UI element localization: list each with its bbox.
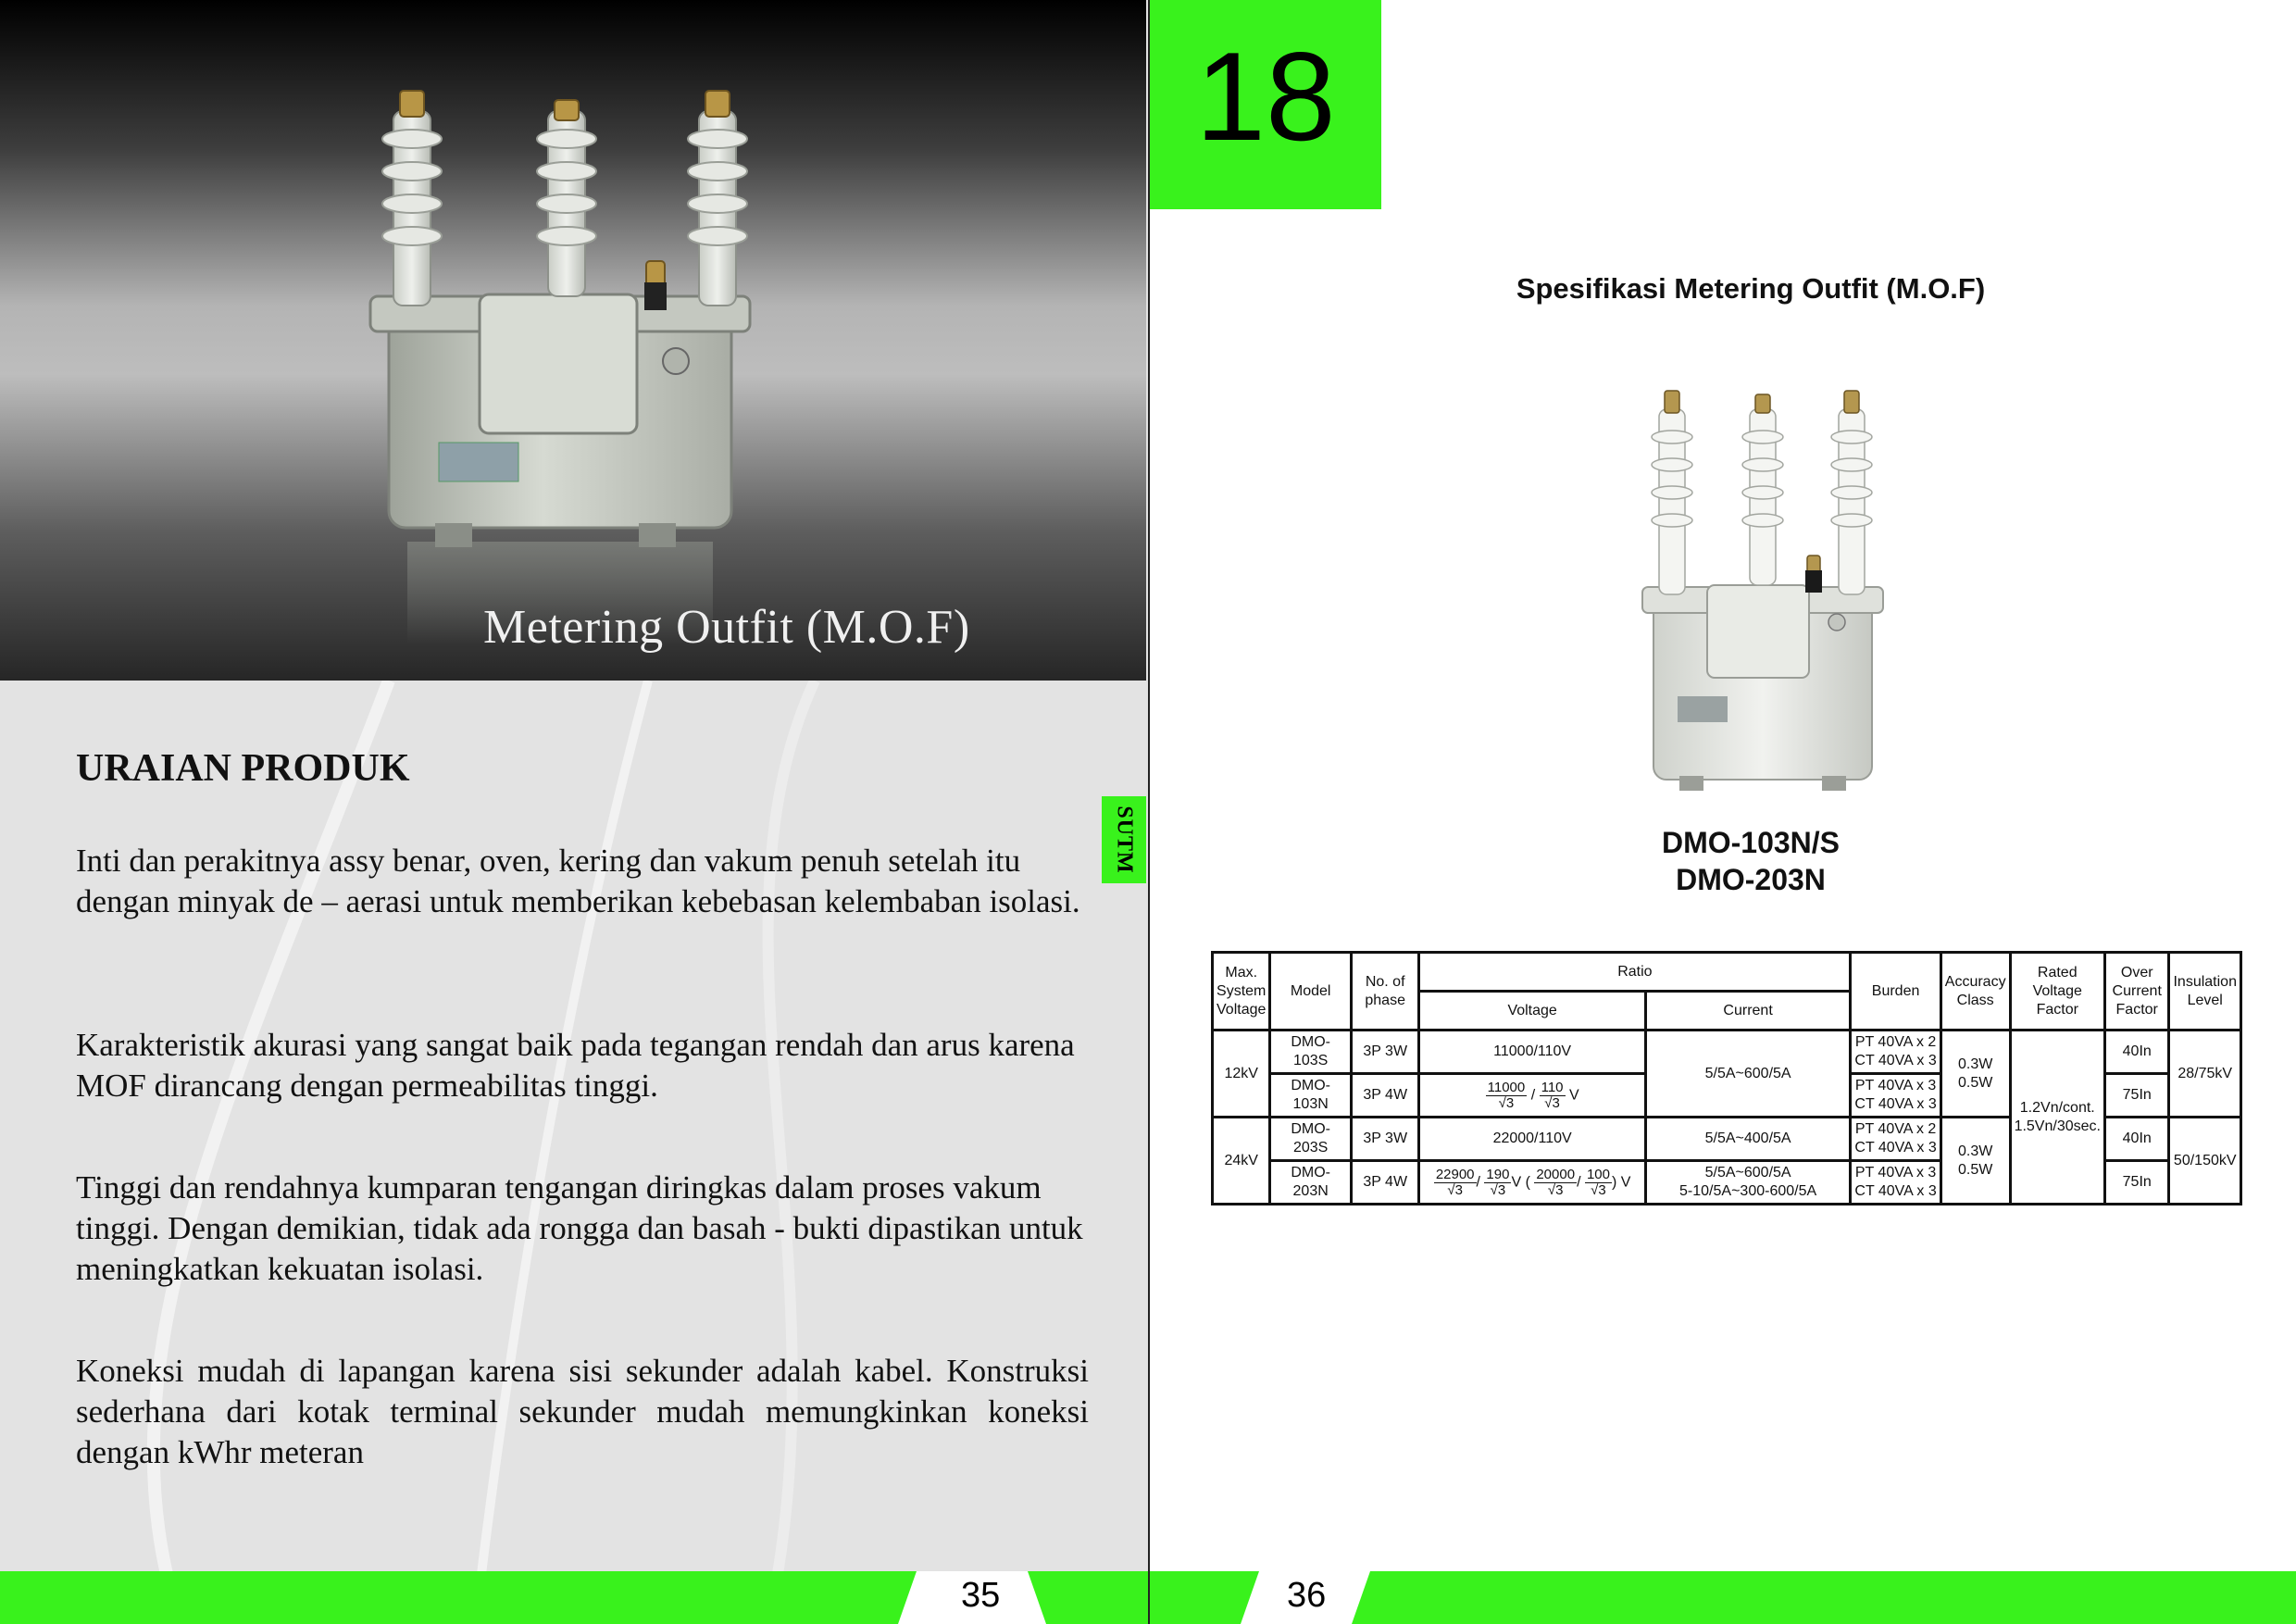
- cell-insulation: 50/150kV: [2169, 1118, 2241, 1205]
- header-over-current-factor: Over Current Factor: [2104, 953, 2168, 1031]
- fraction-denominator: √3: [1490, 1181, 1506, 1198]
- fraction: [1534, 1168, 1577, 1198]
- cell-model: DMO-103N: [1270, 1074, 1352, 1118]
- description-paragraph-1: Inti dan perakitnya assy benar, oven, kering dan vakum penuh setelah itu dengan minyak de – aerasi untuk memberikan kebebasan kelembaban isolasi.: [76, 843, 1080, 919]
- header-current: Current: [1645, 992, 1851, 1031]
- cell-model: DMO-203S: [1270, 1118, 1352, 1161]
- accuracy-line: 0.5W: [1957, 1161, 1993, 1178]
- cell-max-voltage: 24kV: [1213, 1118, 1270, 1205]
- burden-line: PT 40VA x 2: [1854, 1121, 1937, 1137]
- fraction-numerator: 190: [1486, 1166, 1510, 1182]
- fraction-numerator: 11000: [1487, 1079, 1526, 1095]
- header-phase: No. of phase: [1351, 953, 1419, 1031]
- cell-voltage-fraction: [1419, 1074, 1645, 1118]
- header-model: Model: [1270, 953, 1352, 1031]
- specification-table: [1211, 951, 2242, 1206]
- page-number-right: 36: [1287, 1576, 1327, 1615]
- page-number-left: 35: [961, 1576, 1001, 1615]
- header-accuracy: Accuracy Class: [1940, 953, 2010, 1031]
- rvf-line: 1.2Vn/cont.: [2019, 1099, 2095, 1116]
- fraction-denominator: √3: [1447, 1181, 1463, 1198]
- cell-over-current-factor: 40In: [2104, 1031, 2168, 1074]
- fraction-numerator: 110: [1541, 1079, 1564, 1095]
- side-tab-label: SUTM: [1112, 806, 1137, 874]
- burden-line: PT 40VA x 2: [1854, 1034, 1937, 1050]
- chapter-number: 18: [1195, 25, 1336, 167]
- fraction: [1585, 1168, 1612, 1198]
- footer-bar: [0, 1571, 2296, 1624]
- table-row: [1213, 1031, 2241, 1074]
- description-paragraph-2: Karakteristik akurasi yang sangat baik pada tegangan rendah dan arus karena MOF dirancang dengan permeabilitas tinggi.: [76, 1027, 1075, 1104]
- fraction-denominator: √3: [1498, 1094, 1515, 1111]
- burden-line: PT 40VA x 3: [1854, 1078, 1937, 1093]
- fraction: [1540, 1081, 1566, 1111]
- header-rated-voltage-factor: Rated Voltage Factor: [2010, 953, 2104, 1031]
- chapter-number-box: [1150, 0, 1381, 209]
- cell-voltage: 11000/110V: [1419, 1031, 1645, 1074]
- cell-current: 5/5A~400/5A: [1645, 1118, 1851, 1161]
- cell-model: DMO-103S: [1270, 1031, 1352, 1074]
- page-divider: [1148, 0, 1150, 1624]
- fraction-denominator: √3: [1544, 1094, 1560, 1111]
- description-paragraph-3: Tinggi dan rendahnya kumparan tengangan diringkas dalam proses vakum tinggi. Dengan demikian, tidak ada rongga dan basah - bukti dipastikan untuk meningkatkan kekuatan isolasi.: [76, 1169, 1083, 1287]
- burden-line: CT 40VA x 3: [1854, 1140, 1937, 1156]
- voltage-unit: V: [1620, 1174, 1631, 1191]
- header-max-voltage: Max. System Voltage: [1213, 953, 1270, 1031]
- cell-rated-voltage-factor: [2010, 1031, 2104, 1205]
- accuracy-line: 0.3W: [1957, 1143, 1993, 1159]
- fraction-numerator: 100: [1586, 1166, 1610, 1182]
- cell-burden: [1851, 1118, 1940, 1161]
- cell-voltage-fraction: $\frac{22900}{√3}$ / $\frac{190}{√3}$ V ( $\frac{20000}{√3}$ / $\frac{100}{√3}$ ) V: [1419, 1161, 1645, 1205]
- description-paragraph-4: Koneksi mudah di lapangan karena sisi sekunder adalah kabel. Konstruksi sederhana dari kotak terminal sekunder mudah memungkinkan koneksi dengan kWhr meteran: [76, 1353, 1089, 1470]
- accuracy-line: 0.3W: [1957, 1056, 1993, 1072]
- header-insulation: Insulation Level: [2169, 953, 2241, 1031]
- fraction-separator: /: [1530, 1087, 1536, 1104]
- cell-phase: 3P 3W: [1351, 1118, 1419, 1161]
- accuracy-line: 0.5W: [1957, 1074, 1993, 1091]
- rvf-line: 1.5Vn/30sec.: [2014, 1118, 2101, 1134]
- burden-line: PT 40VA x 3: [1854, 1165, 1937, 1181]
- fraction: [1484, 1168, 1511, 1198]
- mof-transformer-illustration: [0, 0, 1146, 681]
- cell-accuracy: [1940, 1031, 2010, 1118]
- cell-current: 5/5A~600/5A: [1645, 1031, 1851, 1118]
- section-side-tab: [1102, 796, 1146, 883]
- header-ratio: Ratio: [1419, 953, 1851, 992]
- hero-caption: Metering Outfit (M.O.F): [483, 601, 970, 654]
- fraction: [1486, 1081, 1528, 1111]
- header-voltage: Voltage: [1419, 992, 1645, 1031]
- fraction-numerator: 22900: [1435, 1166, 1475, 1182]
- cell-phase: 3P 4W: [1351, 1074, 1419, 1118]
- model-name-1: DMO-103N/S: [1661, 826, 1841, 859]
- burden-line: CT 40VA x 3: [1854, 1183, 1937, 1199]
- cell-over-current-factor: 75In: [2104, 1161, 2168, 1205]
- cell-burden: [1851, 1161, 1940, 1205]
- cell-over-current-factor: 40In: [2104, 1118, 2168, 1161]
- specification-sheet: [1198, 243, 2248, 1354]
- cell-max-voltage: 12kV: [1213, 1031, 1270, 1118]
- current-line: 5-10/5A~300-600/5A: [1679, 1183, 1817, 1199]
- cell-model: DMO-203N: [1270, 1161, 1352, 1205]
- fraction-denominator: √3: [1591, 1181, 1606, 1198]
- cell-burden: [1851, 1074, 1940, 1118]
- hero-image: [0, 0, 1146, 681]
- spec-title: Spesifikasi Metering Outfit (M.O.F): [1516, 272, 1986, 305]
- cell-insulation: 28/75kV: [2169, 1031, 2241, 1118]
- fraction-denominator: √3: [1547, 1181, 1564, 1198]
- current-line: 5/5A~600/5A: [1704, 1165, 1791, 1181]
- fraction-numerator: 20000: [1536, 1166, 1576, 1182]
- model-name-2: DMO-203N: [1676, 863, 1826, 896]
- cell-voltage: 22000/110V: [1419, 1118, 1645, 1161]
- cell-current: [1645, 1161, 1851, 1205]
- cell-phase: 3P 4W: [1351, 1161, 1419, 1205]
- header-burden: Burden: [1851, 953, 1940, 1031]
- burden-line: CT 40VA x 3: [1854, 1096, 1937, 1112]
- cell-accuracy: [1940, 1118, 2010, 1205]
- burden-line: CT 40VA x 3: [1854, 1053, 1937, 1068]
- footer-graphic: [0, 1571, 2296, 1624]
- cell-burden: [1851, 1031, 1940, 1074]
- mof-transformer-drawing: [1568, 372, 1957, 817]
- voltage-unit: V: [1568, 1087, 1579, 1104]
- fraction: [1434, 1168, 1477, 1198]
- cell-phase: 3P 3W: [1351, 1031, 1419, 1074]
- cell-over-current-factor: 75In: [2104, 1074, 2168, 1118]
- section-title: URAIAN PRODUK: [76, 747, 410, 790]
